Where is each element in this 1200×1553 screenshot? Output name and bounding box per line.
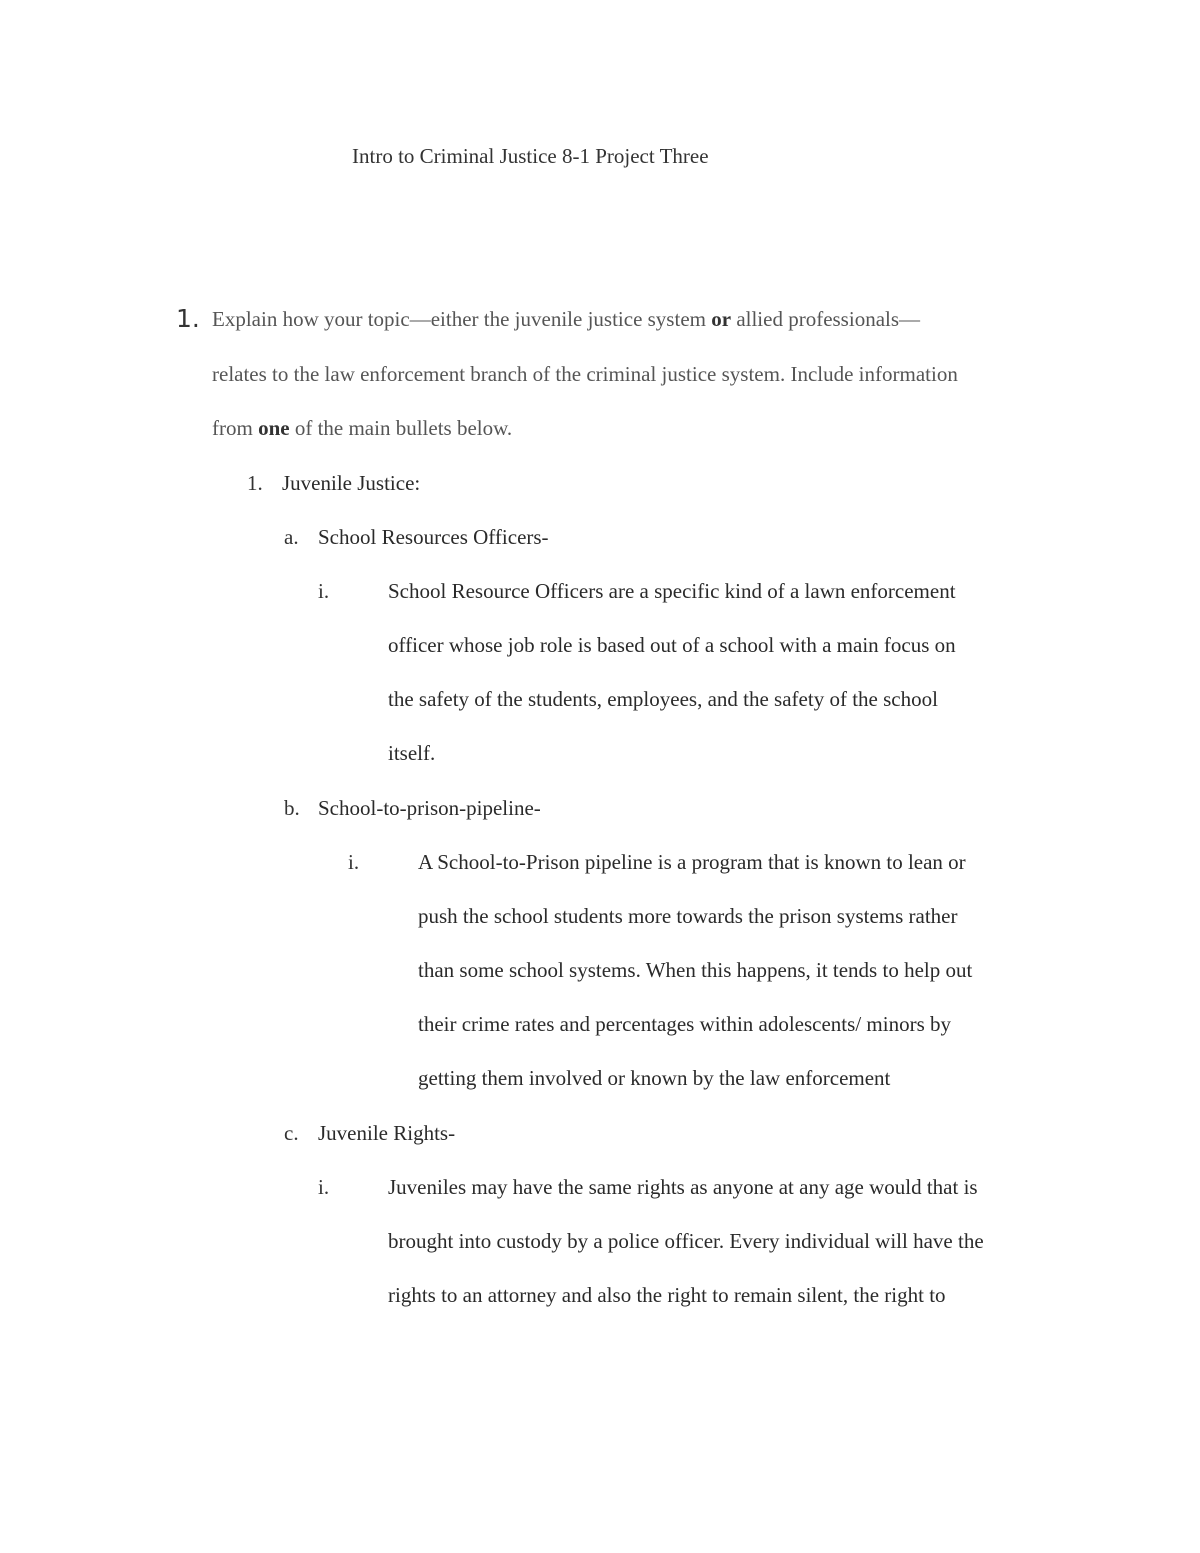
paragraph-line: itself. — [388, 741, 436, 765]
item-marker-a: a. — [284, 525, 299, 549]
document-title: Intro to Criminal Justice 8-1 Project Three — [352, 144, 709, 168]
paragraph-line: rights to an attorney and also the right to remain silent, the right to — [388, 1283, 946, 1307]
paragraph-line: Juveniles may have the same rights as anyone at any age would that is — [388, 1175, 978, 1199]
prompt-text: of the main bullets below. — [289, 416, 513, 440]
item-marker-c: c. — [284, 1121, 299, 1145]
paragraph-line: brought into custody by a police officer. Every individual will have the — [388, 1229, 984, 1253]
item-label-school-to-prison-pipeline: School-to-prison-pipeline- — [318, 796, 541, 820]
prompt-text: Explain how your topic—either the juvenile justice system — [212, 307, 712, 331]
paragraph-line: the safety of the students, employees, and the safety of the school — [388, 687, 938, 711]
item-label-school-resources-officers: School Resources Officers- — [318, 525, 549, 549]
paragraph-line: than some school systems. When this happens, it tends to help out — [418, 958, 973, 982]
question-prompt-line-1 — [212, 305, 920, 333]
paragraph-line: officer whose job role is based out of a school with a main focus on — [388, 633, 956, 657]
prompt-bold-one: one — [258, 416, 290, 440]
prompt-text: allied professionals— — [731, 307, 921, 331]
item-marker-b: b. — [284, 796, 300, 820]
question-prompt-line-2: relates to the law enforcement branch of the criminal justice system. Include information — [212, 362, 958, 386]
prompt-bold-or: or — [711, 307, 732, 331]
subitem-marker: i. — [348, 850, 360, 874]
paragraph-line: their crime rates and percentages within adolescents/ minors by — [418, 1012, 951, 1036]
prompt-text: from — [212, 416, 259, 440]
subitem-marker: i. — [318, 579, 330, 603]
paragraph-line: A School-to-Prison pipeline is a program that is known to lean or — [418, 850, 966, 874]
paragraph-line: School Resource Officers are a specific kind of a lawn enforcement — [388, 579, 956, 603]
question-number: 1. — [176, 304, 200, 333]
section-label: Juvenile Justice: — [282, 471, 421, 495]
section-marker: 1. — [247, 471, 263, 495]
paragraph-line: push the school students more towards the prison systems rather — [418, 904, 958, 928]
question-prompt-line-3 — [212, 414, 512, 442]
subitem-marker: i. — [318, 1175, 330, 1199]
paragraph-line: getting them involved or known by the law enforcement — [418, 1066, 891, 1090]
item-label-juvenile-rights: Juvenile Rights- — [318, 1121, 456, 1145]
